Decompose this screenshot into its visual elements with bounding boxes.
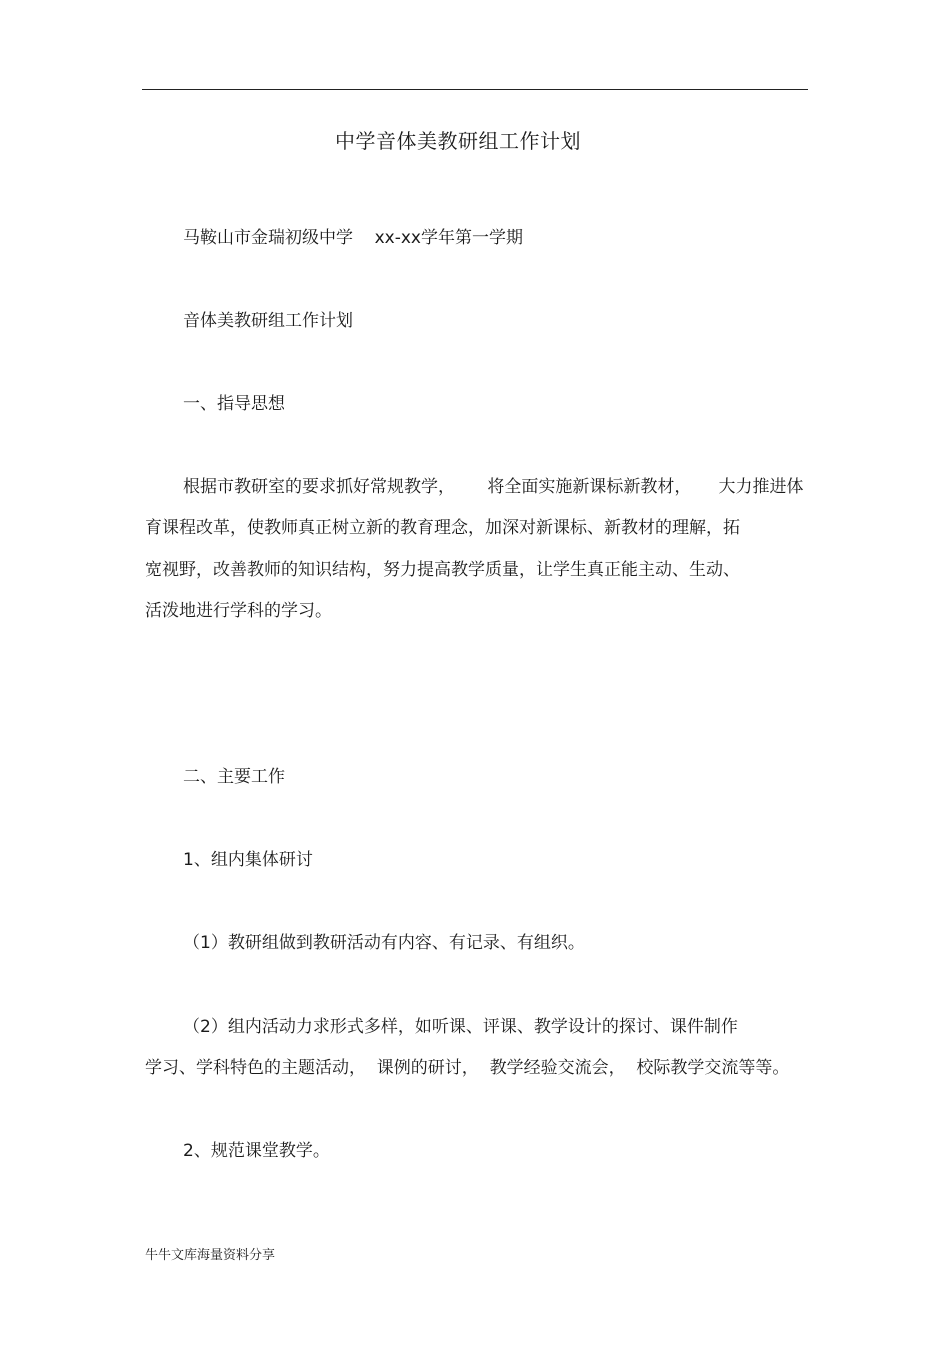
paragraph-1-line-2: 育课程改革，使教师真正树立新的教育理念，加深对新课标、新教材的理解，拓 bbox=[145, 518, 740, 538]
school-line: 马鞍山市金瑞初级中学 xx-xx学年第一学期 bbox=[183, 228, 523, 248]
section-1-heading: 一、指导思想 bbox=[183, 394, 285, 414]
subtitle: 音体美教研组工作计划 bbox=[183, 311, 353, 331]
section-2-heading: 二、主要工作 bbox=[183, 767, 285, 787]
item-1-point-2-line-1: （2）组内活动力求形式多样，如听课、评课、教学设计的探讨、课件制作 bbox=[183, 1017, 738, 1037]
item-1-point-2-line-2: 学习、学科特色的主题活动， 课例的研讨， 教学经验交流会， 校际教学交流等等。 bbox=[145, 1058, 790, 1078]
paragraph-1-line-4: 活泼地进行学科的学习。 bbox=[145, 601, 332, 621]
item-2-heading: 2、规范课堂教学。 bbox=[183, 1141, 330, 1161]
item-1-point-1: （1）教研组做到教研活动有内容、有记录、有组织。 bbox=[183, 933, 585, 953]
footer-text: 牛牛文库海量资料分享 bbox=[145, 1248, 276, 1263]
header-rule bbox=[142, 89, 808, 90]
item-1-heading: 1、组内集体研讨 bbox=[183, 850, 313, 870]
paragraph-1-line-3: 宽视野，改善教师的知识结构，努力提高教学质量，让学生真正能主动、生动、 bbox=[145, 560, 740, 580]
paragraph-1-line-1: 根据市教研室的要求抓好常规教学， 将全面实施新课标新教材， 大力推进体 bbox=[183, 477, 804, 497]
document-title: 中学音体美教研组工作计划 bbox=[335, 129, 581, 153]
